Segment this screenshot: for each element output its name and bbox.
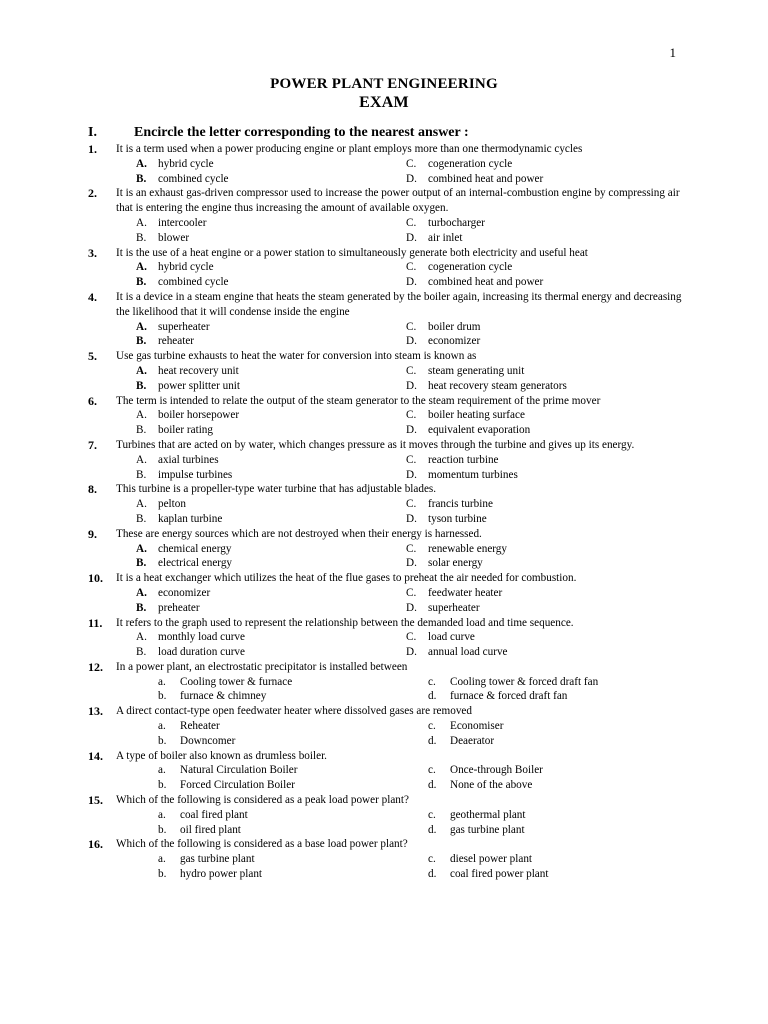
answer-option[interactable] xyxy=(136,334,406,349)
question-stem xyxy=(88,349,688,364)
answer-options xyxy=(88,157,688,187)
option-text: annual load curve xyxy=(428,646,508,659)
document-title: POWER PLANT ENGINEERING xyxy=(270,76,498,92)
question-item xyxy=(88,837,688,881)
question-stem xyxy=(88,186,688,216)
answer-option[interactable] xyxy=(406,216,676,231)
answer-option[interactable] xyxy=(406,586,676,601)
answer-option[interactable] xyxy=(428,808,698,823)
answer-option[interactable] xyxy=(428,675,698,690)
question-number: 15. xyxy=(88,793,103,808)
section-heading xyxy=(88,125,469,141)
option-text: momentum turbines xyxy=(428,468,518,481)
option-text: gas turbine plant xyxy=(180,853,255,866)
answer-option[interactable] xyxy=(406,630,676,645)
question-item xyxy=(88,186,688,245)
option-text: boiler rating xyxy=(158,424,213,437)
answer-option[interactable] xyxy=(406,497,676,512)
answer-option[interactable] xyxy=(428,734,698,749)
option-text: Cooling tower & furnace xyxy=(180,675,293,688)
option-letter: D. xyxy=(406,557,417,570)
option-text: reaction turbine xyxy=(428,453,499,466)
question-stem xyxy=(88,142,688,157)
option-text: cogeneration cycle xyxy=(428,261,513,274)
option-text: intercooler xyxy=(158,216,207,229)
option-text: Forced Circulation Boiler xyxy=(180,779,295,792)
option-text: superheater xyxy=(428,601,480,614)
question-stem xyxy=(88,571,688,586)
answer-option[interactable] xyxy=(136,231,406,246)
question-list xyxy=(88,142,688,882)
question-text: A direct contact-type open feedwater heater where dissolved gases are removed xyxy=(116,705,472,718)
answer-option[interactable] xyxy=(158,852,428,867)
answer-option[interactable] xyxy=(406,645,676,660)
option-letter: D. xyxy=(406,379,417,392)
option-text: blower xyxy=(158,231,190,244)
answer-option[interactable] xyxy=(136,512,406,527)
answer-option[interactable] xyxy=(136,172,406,187)
answer-option[interactable] xyxy=(136,157,406,172)
answer-option[interactable] xyxy=(406,260,676,275)
option-text: diesel power plant xyxy=(450,853,533,866)
option-text: furnace & chimney xyxy=(180,690,267,703)
option-letter: D. xyxy=(406,601,417,614)
question-item xyxy=(88,438,688,482)
answer-option[interactable] xyxy=(406,275,676,290)
question-text: These are energy sources which are not destroyed when their energy is harnessed. xyxy=(116,527,482,540)
answer-options xyxy=(88,542,688,572)
option-letter: c. xyxy=(428,764,436,777)
option-text: air inlet xyxy=(428,231,463,244)
option-letter: a. xyxy=(158,720,166,733)
question-number: 9. xyxy=(88,526,97,541)
question-number: 6. xyxy=(88,393,97,408)
option-text: combined cycle xyxy=(158,172,229,185)
option-text: heat recovery unit xyxy=(158,364,239,377)
option-text: economizer xyxy=(158,586,211,599)
answer-options xyxy=(88,630,688,660)
question-item xyxy=(88,793,688,837)
option-letter: D. xyxy=(406,276,417,289)
answer-option[interactable] xyxy=(158,823,428,838)
option-letter: B. xyxy=(136,231,147,244)
answer-option[interactable] xyxy=(158,689,428,704)
document-subtitle: EXAM xyxy=(359,94,409,111)
question-number: 1. xyxy=(88,142,97,156)
question-text: In a power plant, an electrostatic precipitator is installed between xyxy=(116,660,408,673)
option-letter: A. xyxy=(136,631,147,644)
answer-option[interactable] xyxy=(158,808,428,823)
option-letter: A. xyxy=(136,542,147,555)
answer-options xyxy=(88,675,688,705)
option-letter: C. xyxy=(406,157,417,170)
option-text: load duration curve xyxy=(158,646,245,659)
answer-option[interactable] xyxy=(428,763,698,778)
answer-option[interactable] xyxy=(428,778,698,793)
option-text: Reheater xyxy=(180,720,220,733)
option-letter: b. xyxy=(158,779,167,792)
answer-option[interactable] xyxy=(428,823,698,838)
answer-option[interactable] xyxy=(406,468,676,483)
option-letter: A. xyxy=(136,157,147,170)
option-text: combined heat and power xyxy=(428,172,544,185)
option-letter: D. xyxy=(406,468,417,481)
option-letter: d. xyxy=(428,690,437,703)
option-text: Economiser xyxy=(450,720,504,733)
answer-option[interactable] xyxy=(136,468,406,483)
option-letter: b. xyxy=(158,823,167,836)
answer-option[interactable] xyxy=(428,689,698,704)
option-letter: A. xyxy=(136,320,147,333)
option-letter: B. xyxy=(136,424,147,437)
answer-options xyxy=(88,364,688,394)
answer-option[interactable] xyxy=(428,719,698,734)
answer-option[interactable] xyxy=(136,497,406,512)
question-number: 12. xyxy=(88,659,103,674)
option-letter: C. xyxy=(406,586,417,599)
option-text: solar energy xyxy=(428,557,483,570)
question-stem xyxy=(88,704,688,719)
option-text: tyson turbine xyxy=(428,512,487,525)
answer-option[interactable] xyxy=(136,320,406,335)
question-stem xyxy=(88,394,688,409)
answer-options xyxy=(88,408,688,438)
question-stem xyxy=(88,749,688,764)
answer-options xyxy=(88,763,688,793)
answer-option[interactable] xyxy=(428,852,698,867)
question-stem xyxy=(88,438,688,453)
option-text: boiler heating surface xyxy=(428,409,525,422)
answer-option[interactable] xyxy=(158,778,428,793)
option-letter: B. xyxy=(136,468,147,481)
option-letter: c. xyxy=(428,720,436,733)
option-text: preheater xyxy=(158,601,200,614)
option-letter: C. xyxy=(406,216,417,229)
option-letter: c. xyxy=(428,675,436,688)
option-text: reheater xyxy=(158,335,195,348)
question-number: 4. xyxy=(88,289,97,304)
answer-option[interactable] xyxy=(406,334,676,349)
question-text: A type of boiler also known as drumless boiler. xyxy=(116,749,327,762)
option-text: electrical energy xyxy=(158,557,233,570)
option-text: impulse turbines xyxy=(158,468,233,481)
question-text: It is the use of a heat engine or a power station to simultaneously generate both electricity and useful heat xyxy=(116,246,588,259)
answer-options xyxy=(88,453,688,483)
option-letter: d. xyxy=(428,779,437,792)
section-numeral: I. xyxy=(88,125,97,140)
option-text: feedwater heater xyxy=(428,586,503,599)
option-letter: A. xyxy=(136,498,147,511)
option-letter: A. xyxy=(136,261,147,274)
option-text: cogeneration cycle xyxy=(428,157,513,170)
page-number: 1 xyxy=(669,45,676,60)
option-letter: D. xyxy=(406,424,417,437)
question-stem xyxy=(88,837,688,852)
question-item xyxy=(88,394,688,438)
answer-option[interactable] xyxy=(406,512,676,527)
question-item xyxy=(88,527,688,571)
option-letter: D. xyxy=(406,646,417,659)
option-text: renewable energy xyxy=(428,542,507,555)
option-letter: A. xyxy=(136,216,147,229)
question-item xyxy=(88,142,688,186)
option-letter: c. xyxy=(428,853,436,866)
option-letter: C. xyxy=(406,409,417,422)
option-letter: C. xyxy=(406,320,417,333)
question-item xyxy=(88,349,688,393)
option-text: kaplan turbine xyxy=(158,512,223,525)
option-letter: B. xyxy=(136,646,147,659)
answer-option[interactable] xyxy=(406,423,676,438)
question-text: Which of the following is considered as a peak load power plant? xyxy=(116,794,409,807)
answer-option[interactable] xyxy=(406,320,676,335)
option-text: None of the above xyxy=(450,779,533,792)
option-text: hybrid cycle xyxy=(158,261,214,274)
option-letter: A. xyxy=(136,364,147,377)
option-letter: B. xyxy=(136,379,147,392)
answer-option[interactable] xyxy=(136,260,406,275)
answer-option[interactable] xyxy=(406,408,676,423)
option-text: furnace & forced draft fan xyxy=(450,690,568,703)
question-item xyxy=(88,290,688,349)
option-letter: C. xyxy=(406,631,417,644)
option-text: load curve xyxy=(428,631,475,644)
answer-options xyxy=(88,586,688,616)
question-text: Turbines that are acted on by water, which changes pressure as it moves through the turbine and gives up its energy. xyxy=(116,438,635,451)
option-letter: b. xyxy=(158,734,167,747)
question-text: Which of the following is considered as a base load power plant? xyxy=(116,838,408,851)
question-text: It is an exhaust gas-driven compressor used to increase the power output of an internal-combustion engine by compressing air that is entering the engine thus increasing the amount of available oxygen. xyxy=(116,187,680,215)
option-letter: C. xyxy=(406,498,417,511)
question-stem xyxy=(88,793,688,808)
answer-options xyxy=(88,216,688,246)
option-letter: a. xyxy=(158,853,166,866)
answer-option[interactable] xyxy=(136,645,406,660)
option-text: steam generating unit xyxy=(428,364,525,377)
answer-option[interactable] xyxy=(136,379,406,394)
answer-options xyxy=(88,320,688,350)
question-text: It refers to the graph used to represent the relationship between the demanded load and time sequence. xyxy=(116,616,574,629)
question-item xyxy=(88,749,688,793)
option-text: hydro power plant xyxy=(180,868,263,881)
answer-option[interactable] xyxy=(136,542,406,557)
answer-options xyxy=(88,719,688,749)
answer-option[interactable] xyxy=(406,453,676,468)
option-text: francis turbine xyxy=(428,498,493,511)
question-text: It is a heat exchanger which utilizes the heat of the flue gases to preheat the air needed for combustion. xyxy=(116,572,577,585)
answer-option[interactable] xyxy=(136,423,406,438)
option-letter: C. xyxy=(406,542,417,555)
answer-option[interactable] xyxy=(406,601,676,616)
option-text: turbocharger xyxy=(428,216,485,229)
option-letter: B. xyxy=(136,172,147,185)
option-text: hybrid cycle xyxy=(158,157,214,170)
option-letter: a. xyxy=(158,808,166,821)
question-number: 7. xyxy=(88,437,97,452)
option-text: pelton xyxy=(158,498,186,511)
option-text: geothermal plant xyxy=(450,808,526,821)
question-item xyxy=(88,482,688,526)
answer-options xyxy=(88,260,688,290)
question-number: 5. xyxy=(88,349,97,364)
option-letter: b. xyxy=(158,690,167,703)
option-letter: d. xyxy=(428,823,437,836)
option-letter: b. xyxy=(158,868,167,881)
option-text: combined heat and power xyxy=(428,276,544,289)
option-letter: c. xyxy=(428,808,436,821)
section-instruction: Encircle the letter corresponding to the nearest answer : xyxy=(134,125,469,140)
option-letter: B. xyxy=(136,335,147,348)
question-number: 13. xyxy=(88,704,103,719)
question-item xyxy=(88,571,688,615)
question-text: This turbine is a propeller-type water turbine that has adjustable blades. xyxy=(116,483,437,496)
question-text: The term is intended to relate the output of the steam generator to the steam requirement of the prime mover xyxy=(116,394,601,407)
answer-option[interactable] xyxy=(406,556,676,571)
question-stem xyxy=(88,527,688,542)
question-stem xyxy=(88,660,688,675)
option-text: chemical energy xyxy=(158,542,232,555)
option-text: heat recovery steam generators xyxy=(428,379,567,392)
question-number: 16. xyxy=(88,837,103,852)
option-letter: A. xyxy=(136,586,147,599)
answer-option[interactable] xyxy=(158,675,428,690)
question-item xyxy=(88,246,688,290)
option-letter: a. xyxy=(158,675,166,688)
answer-option[interactable] xyxy=(406,172,676,187)
option-letter: C. xyxy=(406,261,417,274)
option-letter: C. xyxy=(406,364,417,377)
question-number: 2. xyxy=(88,186,97,201)
option-letter: B. xyxy=(136,512,147,525)
question-item xyxy=(88,660,688,704)
answer-option[interactable] xyxy=(406,231,676,246)
answer-option[interactable] xyxy=(136,408,406,423)
option-text: power splitter unit xyxy=(158,379,241,392)
answer-option[interactable] xyxy=(136,586,406,601)
option-letter: C. xyxy=(406,453,417,466)
option-letter: D. xyxy=(406,172,417,185)
question-stem xyxy=(88,246,688,261)
option-text: Once-through Boiler xyxy=(450,764,543,777)
answer-option[interactable] xyxy=(406,379,676,394)
option-letter: B. xyxy=(136,601,147,614)
question-stem xyxy=(88,616,688,631)
answer-options xyxy=(88,497,688,527)
option-text: economizer xyxy=(428,335,481,348)
answer-option[interactable] xyxy=(136,453,406,468)
answer-option[interactable] xyxy=(136,630,406,645)
question-number: 14. xyxy=(88,748,103,763)
option-text: Natural Circulation Boiler xyxy=(180,764,298,777)
question-number: 8. xyxy=(88,482,97,497)
question-stem xyxy=(88,482,688,497)
question-text: It is a device in a steam engine that heats the steam generated by the boiler again, increasing its thermal energy and decreasing the likelihood that it will condense inside the engine xyxy=(116,290,682,318)
option-text: coal fired plant xyxy=(180,808,248,821)
answer-option[interactable] xyxy=(136,601,406,616)
answer-option[interactable] xyxy=(406,542,676,557)
option-letter: D. xyxy=(406,335,417,348)
answer-option[interactable] xyxy=(158,763,428,778)
question-item xyxy=(88,704,688,748)
answer-option[interactable] xyxy=(136,216,406,231)
option-letter: A. xyxy=(136,453,147,466)
option-text: coal fired power plant xyxy=(450,868,549,881)
question-number: 3. xyxy=(88,245,97,260)
answer-option[interactable] xyxy=(136,275,406,290)
option-text: equivalent evaporation xyxy=(428,424,531,437)
option-text: gas turbine plant xyxy=(450,823,525,836)
option-text: monthly load curve xyxy=(158,631,245,644)
option-text: combined cycle xyxy=(158,276,229,289)
option-text: superheater xyxy=(158,320,210,333)
option-text: Cooling tower & forced draft fan xyxy=(450,675,599,688)
answer-option[interactable] xyxy=(406,364,676,379)
question-text: Use gas turbine exhausts to heat the water for conversion into steam is known as xyxy=(116,350,477,363)
answer-option[interactable] xyxy=(428,867,698,882)
answer-option[interactable] xyxy=(136,556,406,571)
option-letter: a. xyxy=(158,764,166,777)
option-letter: B. xyxy=(136,276,147,289)
option-text: Deaerator xyxy=(450,734,495,747)
answer-option[interactable] xyxy=(158,719,428,734)
question-text: It is a term used when a power producing engine or plant employs more than one thermodynamic cycles xyxy=(116,143,583,155)
option-text: Downcomer xyxy=(180,734,236,747)
option-letter: A. xyxy=(136,409,147,422)
question-item xyxy=(88,616,688,660)
option-letter: D. xyxy=(406,512,417,525)
option-text: boiler horsepower xyxy=(158,409,240,422)
question-number: 10. xyxy=(88,571,103,586)
option-letter: B. xyxy=(136,557,147,570)
option-text: boiler drum xyxy=(428,320,481,333)
option-text: axial turbines xyxy=(158,453,219,466)
option-text: oil fired plant xyxy=(180,823,241,836)
answer-options xyxy=(88,808,688,838)
answer-option[interactable] xyxy=(158,867,428,882)
question-number: 11. xyxy=(88,615,103,630)
option-letter: d. xyxy=(428,734,437,747)
answer-option[interactable] xyxy=(406,157,676,172)
answer-option[interactable] xyxy=(136,364,406,379)
answer-option[interactable] xyxy=(158,734,428,749)
answer-options xyxy=(88,852,688,882)
question-stem xyxy=(88,290,688,320)
option-letter: d. xyxy=(428,868,437,881)
option-letter: D. xyxy=(406,231,417,244)
